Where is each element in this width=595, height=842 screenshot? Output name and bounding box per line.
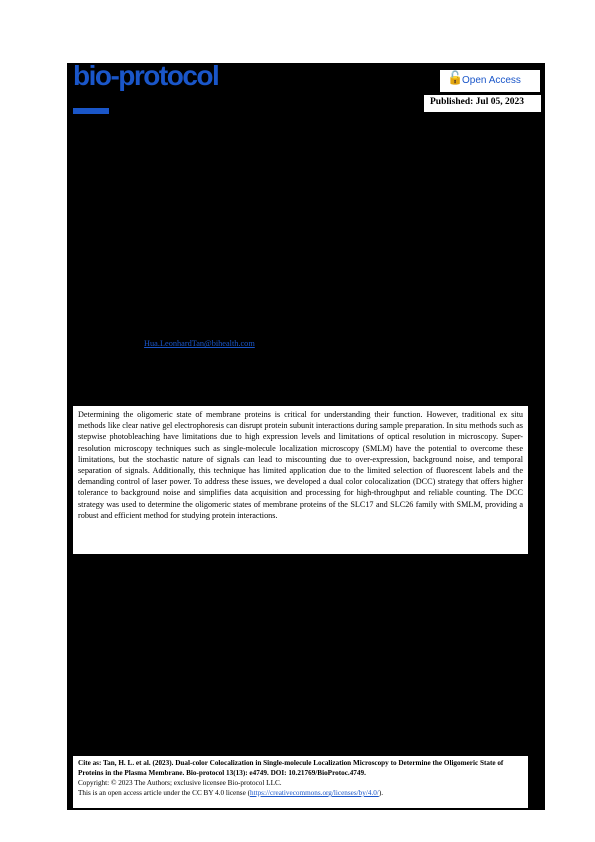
copyright: Copyright: © 2023 The Authors; exclusive licensee Bio-protocol LLC. [78, 779, 282, 787]
published-date: Published: Jul 05, 2023 [430, 97, 524, 107]
correspondence [71, 335, 531, 350]
affiliation-2-text: Berlin Institute of Health at Charité – Universitätsmedizin Berlin, Center of Functional Genomics, Hypertension and Molecular Biology of Endocrine Tumors, Berlin, Germany [71, 311, 527, 333]
correspondence-email-link[interactable]: Hua.LeonhardTan@bihealth.com [144, 338, 255, 348]
correspondence-sup: * [71, 338, 74, 345]
affiliation-2-sup: 2 [71, 310, 74, 317]
open-access-label: Open Access [462, 75, 521, 86]
correspondence-label: For correspondence: [74, 338, 145, 348]
license-prefix: This is an open access article under the CC BY 4.0 license ( [78, 789, 250, 797]
open-access-badge[interactable] [440, 70, 540, 92]
license-suffix: ). [378, 789, 384, 797]
affiliation-1-sup: 1 [71, 296, 74, 302]
license-line [78, 788, 523, 798]
license-link[interactable]: https://creativecommons.org/licenses/by/4.0/ [249, 789, 379, 797]
bio-protocol-logo[interactable]: bio-protocol [73, 60, 219, 91]
affiliation-1-text: Institute of Biological Information Processing, Molecular and Cellular Physiology (IBI-1), Forschungszentrum Jülich, Jülich, Germany [74, 296, 524, 306]
cite-as: Cite as: Tan, H. L. et al. (2023). Dual-color Colocalization in Single-molecule Localization Microscopy to Determine the Oligomeric State of Proteins in the Plasma Membrane. Bio-protocol 13(13): e4749. DOI: 10.21769/BioProtoc.4749. [78, 759, 504, 777]
citation-box [72, 755, 529, 809]
abstract-box [72, 405, 529, 555]
published-box [423, 94, 542, 113]
logo-underline [73, 108, 109, 114]
abstract-text: Determining the oligomeric state of membrane proteins is critical for understanding their function. However, traditional ex situ methods like clear native gel electrophoresis can disrupt protein subunit interactions during sample preparation. In situ methods such as stepwise photobleaching have limitations due to high expression levels and limitations of optical resolution in microscopy. Super-resolution microscopy techniques such as single-molecule localization microscopy (SMLM) have the potential to overcome these limitations, but the stochastic nature of signals can lead to miscounting due to over-expression, background noise, and temporal separation of signals. Additionally, this technique has limited application due to the limited selection of fluorescent labels and the demanding control of laser power. To address these issues, we developed a dual color colocalization (DCC) strategy that offers higher tolerance to background noise and simplifies data acquisition and processing for high-throughput and reliable counting. The DCC strategy was used to determine the oligomeric states of membrane proteins of the SLC17 and SLC26 family with SMLM, providing a robust and efficient method for studying protein interactions. [78, 410, 523, 520]
affiliation-2 [71, 308, 531, 335]
affiliation-1 [71, 293, 531, 308]
affiliations [71, 293, 531, 350]
open-lock-icon: 🔓 [447, 71, 464, 86]
